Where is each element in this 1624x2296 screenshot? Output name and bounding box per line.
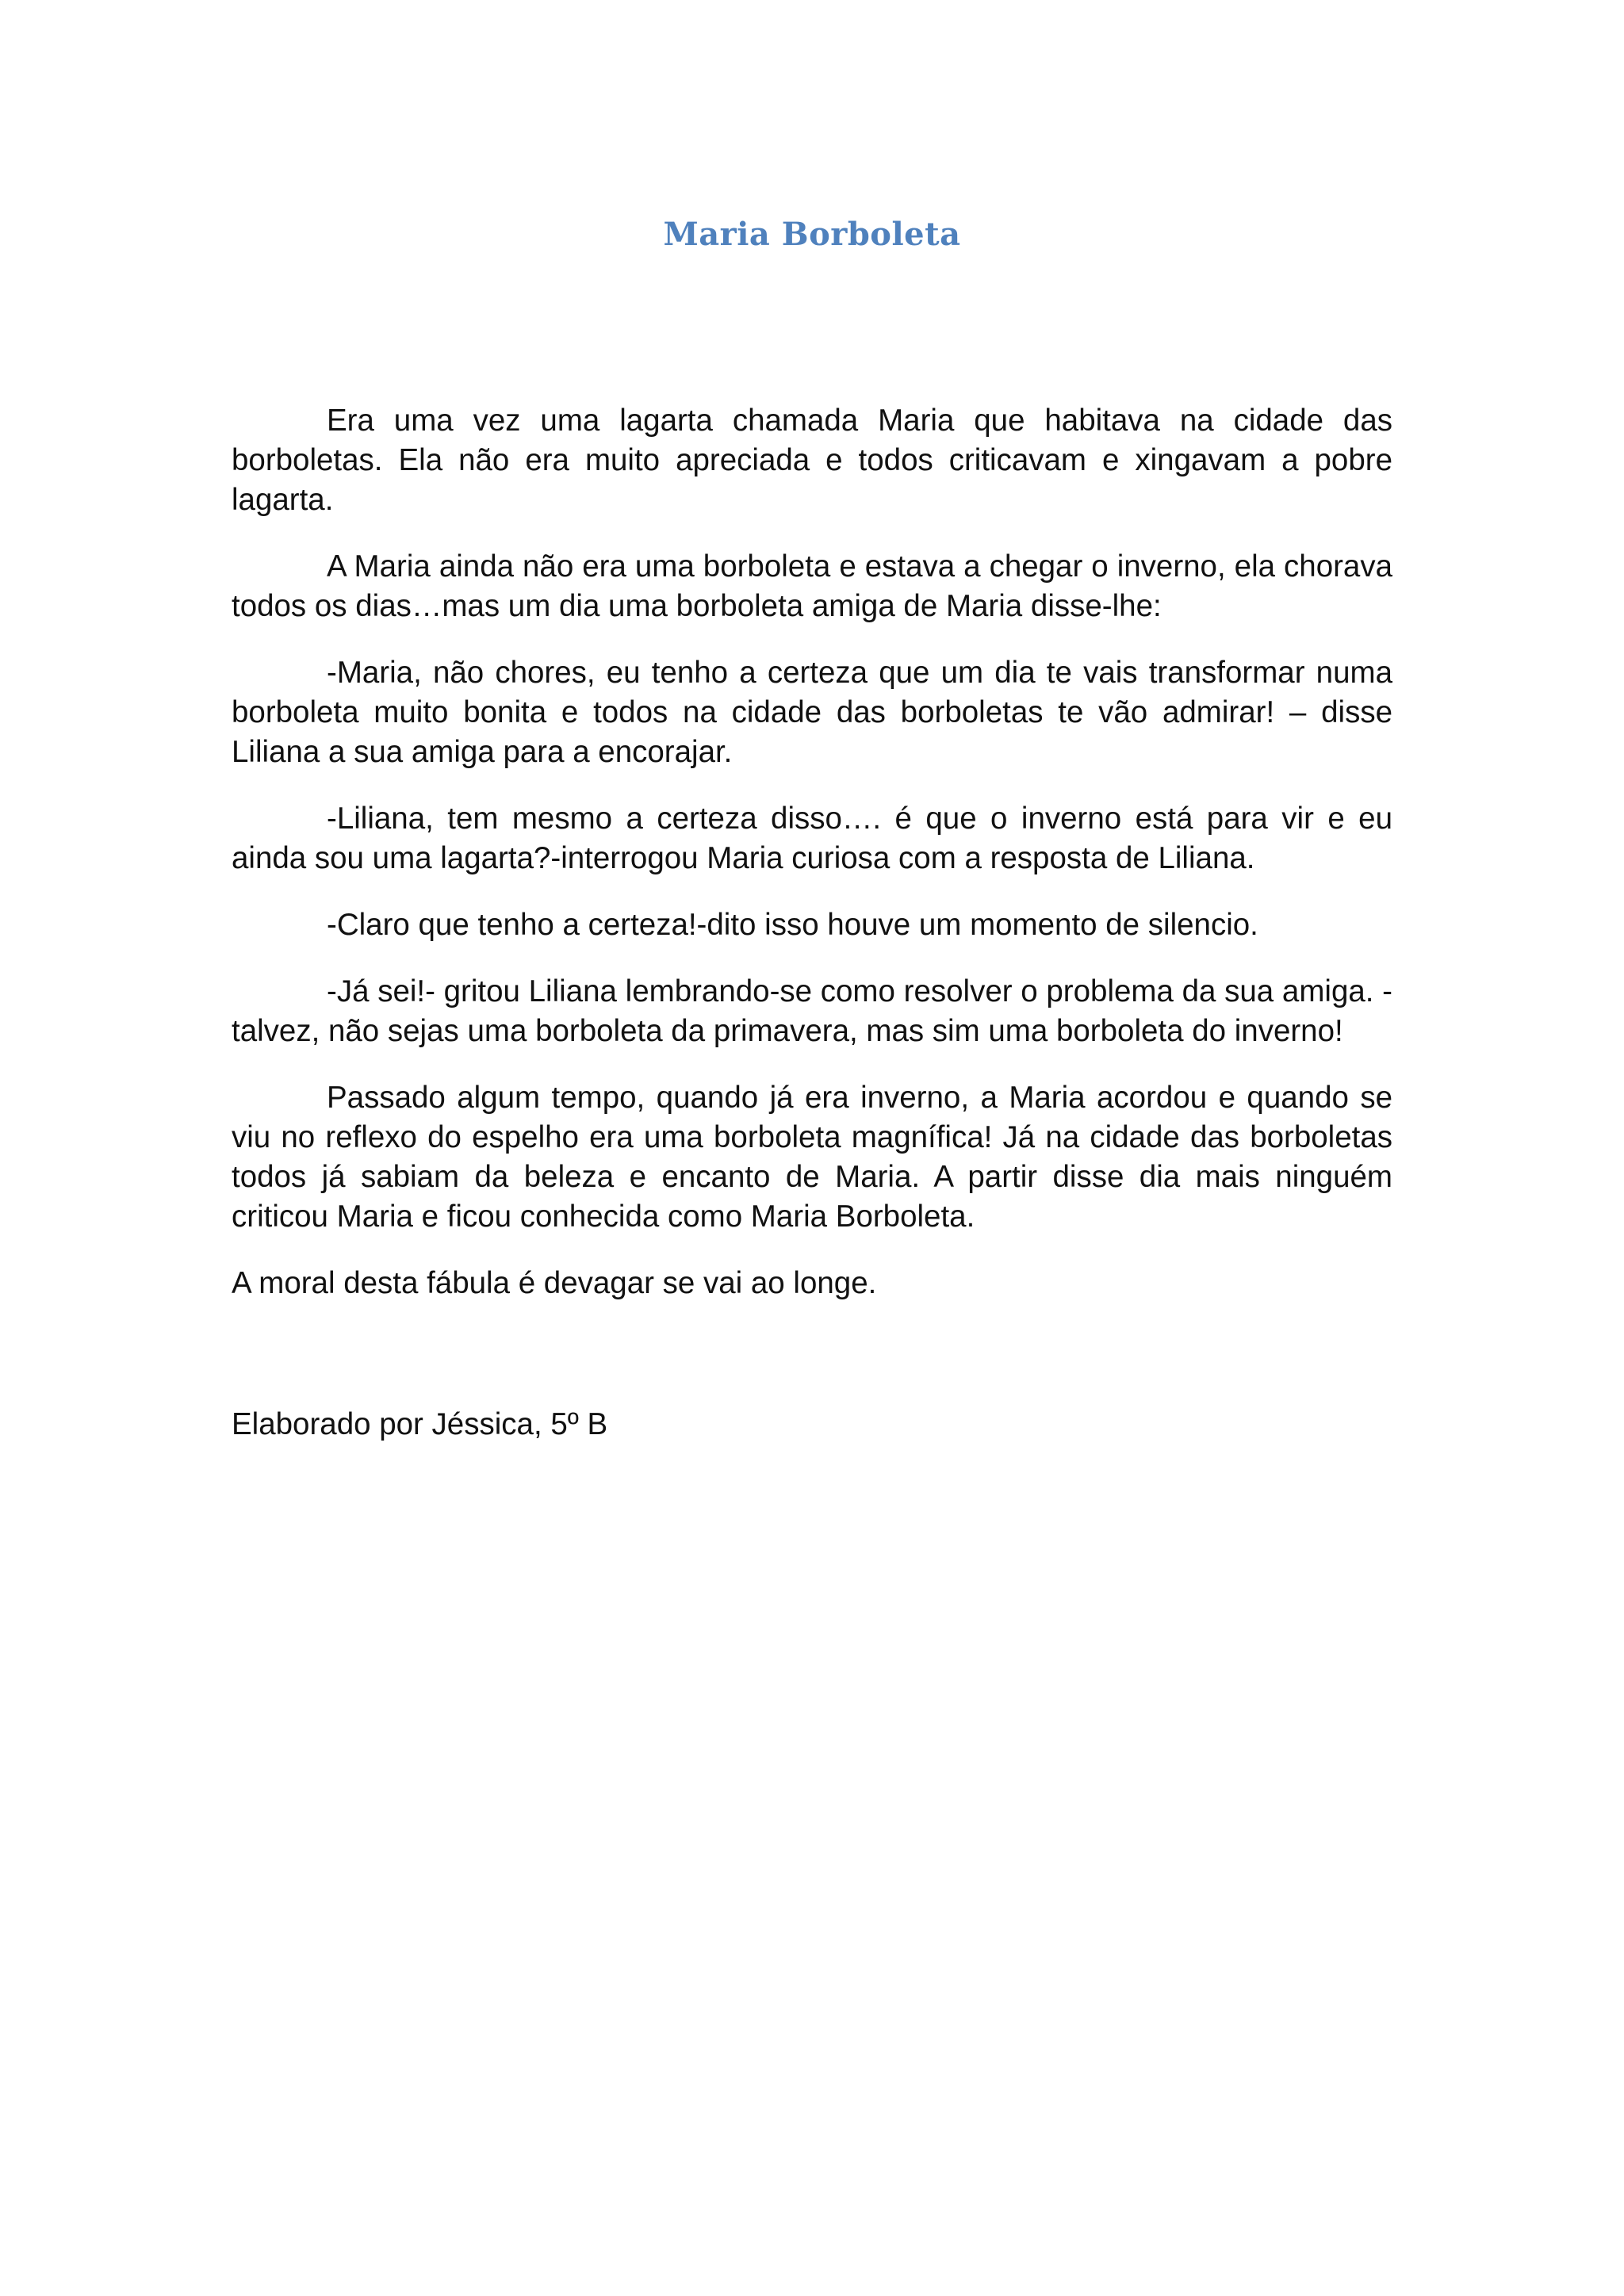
paragraph-2: A Maria ainda não era uma borboleta e estava a chegar o inverno, ela chorava todos os dias…mas um dia uma borboleta amiga de Maria disse-lhe: xyxy=(232,549,1392,623)
moral-paragraph: A moral desta fábula é devagar se vai ao longe. xyxy=(232,1266,877,1300)
paragraph-1: Era uma vez uma lagarta chamada Maria que habitava na cidade das borboletas. Ela não era muito apreciada e todos criticavam e xingavam a pobre lagarta. xyxy=(232,404,1392,517)
paragraph-6: -Já sei!- gritou Liliana lembrando-se como resolver o problema da sua amiga. -talvez, não sejas uma borboleta da primavera, mas sim uma borboleta do inverno! xyxy=(232,974,1392,1048)
author-signature: Elaborado por Jéssica, 5º B xyxy=(232,1407,608,1441)
paragraph-4: -Liliana, tem mesmo a certeza disso…. é que o inverno está para vir e eu ainda sou uma lagarta?-interrogou Maria curiosa com a resposta de Liliana. xyxy=(232,802,1392,875)
document-title: Maria Borboleta xyxy=(663,216,961,253)
paragraph-7: Passado algum tempo, quando já era inverno, a Maria acordou e quando se viu no reflexo do espelho era uma borboleta magnífica! Já na cidade das borboletas todos já sabiam da beleza e encanto de Maria. A partir disse dia mais ninguém criticou Maria e ficou conhecida como Maria Borboleta. xyxy=(232,1081,1392,1234)
paragraph-5: -Claro que tenho a certeza!-dito isso houve um momento de silencio. xyxy=(327,908,1258,942)
paragraph-3: -Maria, não chores, eu tenho a certeza que um dia te vais transformar numa borboleta muito bonita e todos na cidade das borboletas te vão admirar! – disse Liliana a sua amiga para a encorajar. xyxy=(232,656,1392,769)
document-body xyxy=(232,401,1392,1330)
